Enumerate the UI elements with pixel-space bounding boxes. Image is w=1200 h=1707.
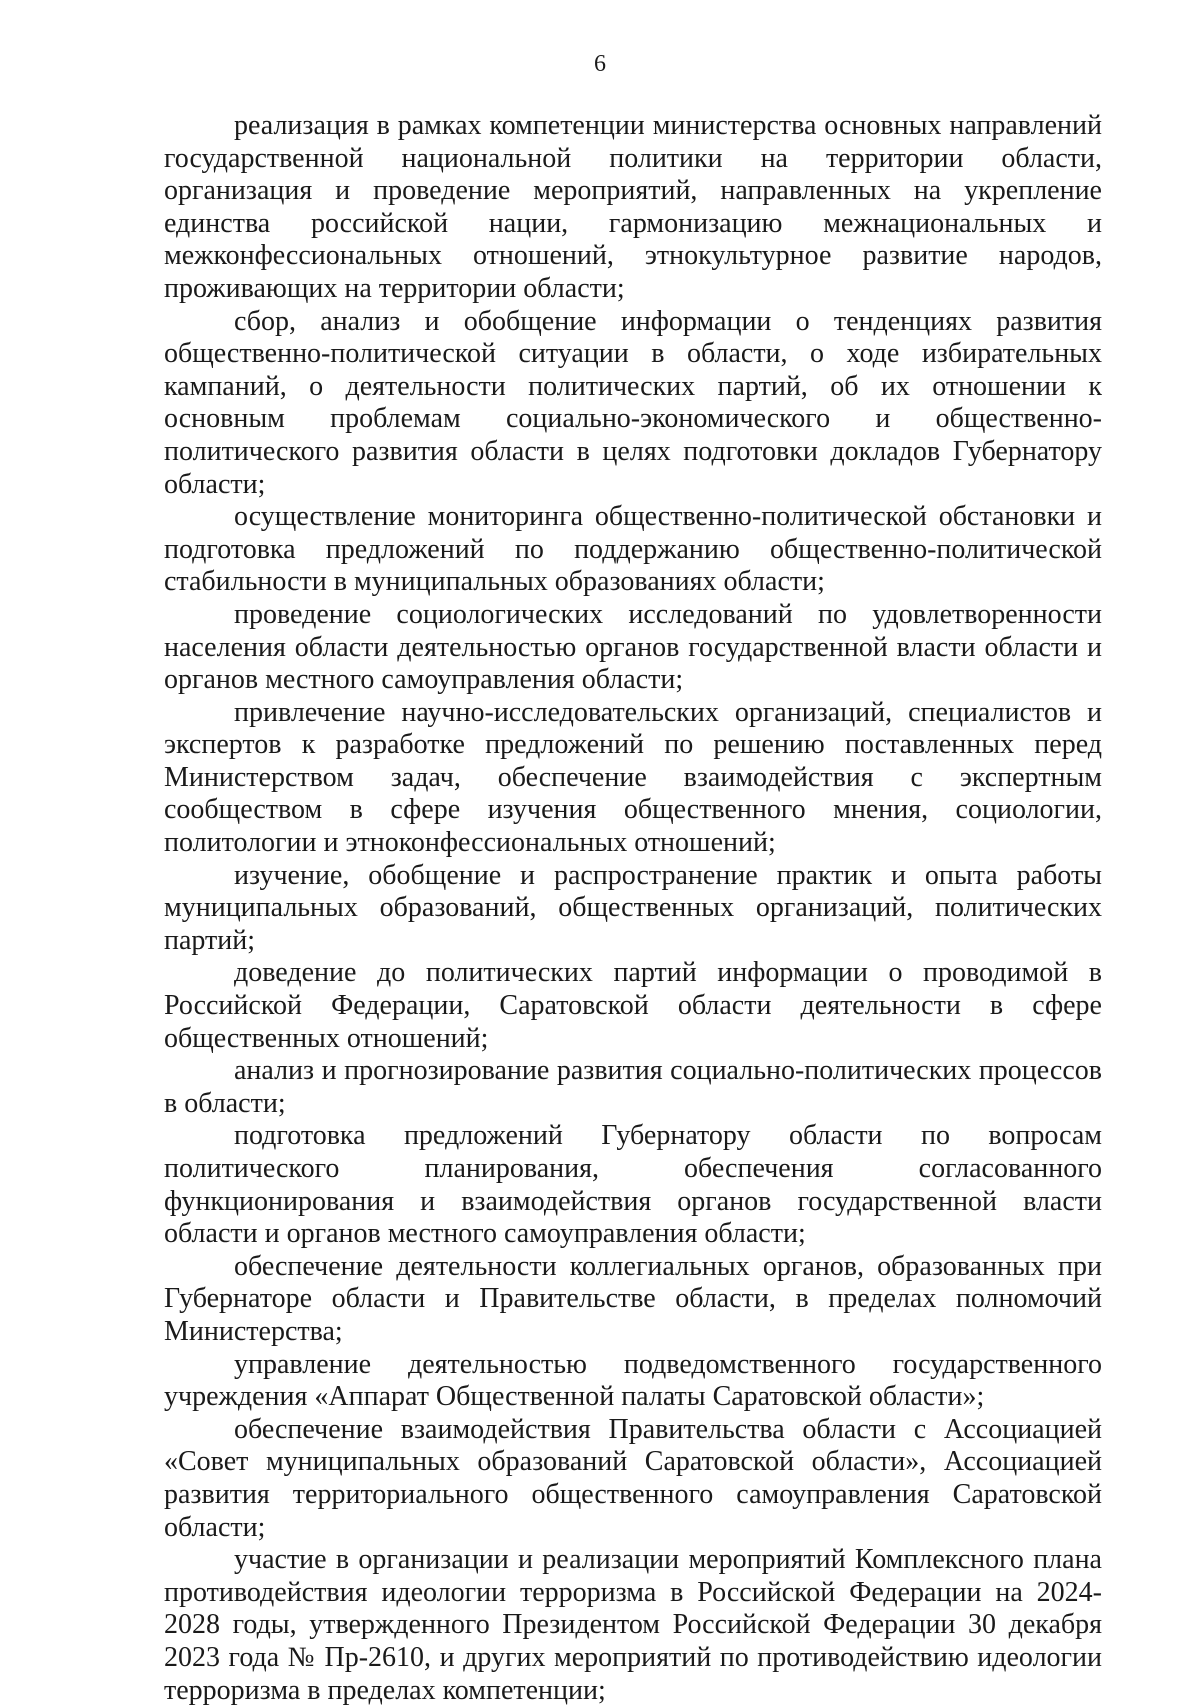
paragraph: анализ и прогнозирование развития социально-политических процессов в области; bbox=[164, 1055, 1102, 1119]
paragraph: привлечение научно-исследовательских организаций, специалистов и экспертов к разработке предложений по решению поставленных перед Министерством задач, обеспечение взаимодействия с экспертным сообществом в сфере изучения общественного мнения, социологии, политологии и этноконфессиональных отношений; bbox=[164, 696, 1102, 859]
paragraph: управление деятельностью подведомственного государственного учреждения «Аппарат Общественной палаты Саратовской области»; bbox=[164, 1348, 1102, 1413]
paragraph: подготовка предложений Губернатору области по вопросам политического планирования, обеспечения согласованного функционирования и взаимодействия органов государственной власти области и органов местного самоуправления области; bbox=[164, 1120, 1102, 1250]
paragraph: обеспечение деятельности коллегиальных органов, образованных при Губернаторе области и Правительстве области, в пределах полномочий Министерства; bbox=[164, 1250, 1102, 1347]
page-number: 6 bbox=[594, 51, 606, 77]
document-body bbox=[164, 110, 1102, 1707]
paragraph: проведение социологических исследований по удовлетворенности населения области деятельностью органов государственной власти области и органов местного самоуправления области; bbox=[164, 598, 1102, 696]
paragraph: доведение до политических партий информации о проводимой в Российской Федерации, Саратовской области деятельности в сфере общественных отношений; bbox=[164, 957, 1102, 1054]
paragraph: сбор, анализ и обобщение информации о тенденциях развития общественно-политической ситуации в области, о ходе избирательных кампаний, о деятельности политических партий, об их отношении к основным проблемам социально-экономического и общественно-политического развития области в целях подготовки докладов Губернатору области; bbox=[164, 305, 1102, 500]
paragraph: участие в организации и реализации мероприятий Комплексного плана противодействия идеологии терроризма в Российской Федерации на 2024-2028 годы, утвержденного Президентом Российской Федерации 30 декабря 2023 года № Пр-2610, и других мероприятий по противодействию идеологии терроризма в пределах компетенции; bbox=[164, 1544, 1102, 1706]
paragraph: изучение, обобщение и распространение практик и опыта работы муниципальных образований, общественных организаций, политических партий; bbox=[164, 859, 1102, 956]
paragraph: осуществление мониторинга общественно-политической обстановки и подготовка предложений по поддержанию общественно-политической стабильности в муниципальных образованиях области; bbox=[164, 501, 1102, 598]
paragraph: обеспечение взаимодействия Правительства области с Ассоциацией «Совет муниципальных образований Саратовской области», Ассоциацией развития территориального общественного самоуправления Саратовской области; bbox=[164, 1413, 1102, 1543]
paragraph: реализация в рамках компетенции министерства основных направлений государственной национальной политики на территории области, организация и проведение мероприятий, направленных на укрепление единства российской нации, гармонизацию межнациональных и межконфессиональных отношений, этнокультурное развитие народов, проживающих на территории области; bbox=[164, 110, 1102, 304]
